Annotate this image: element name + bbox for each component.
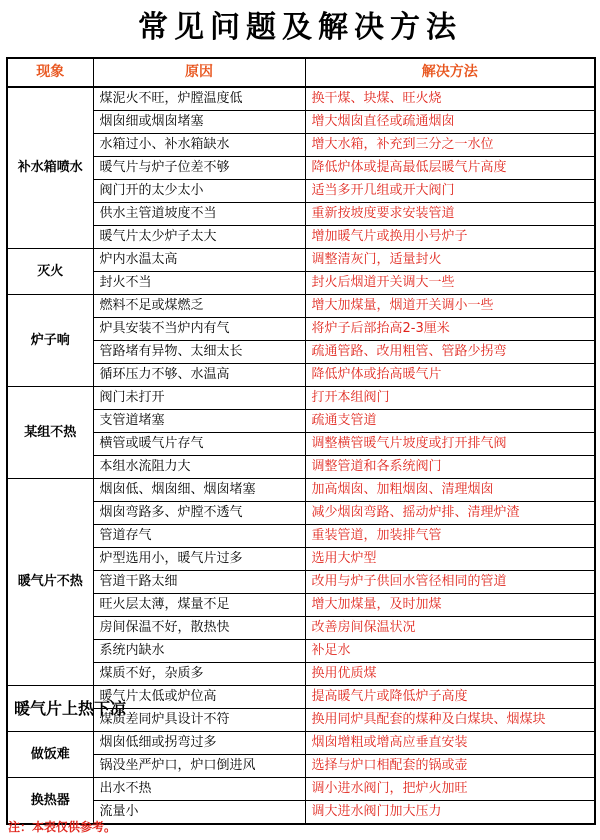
cause-cell: 烟囱低细或拐弯过多: [93, 732, 305, 755]
solution-cell: 换干煤、块煤、旺火烧: [305, 87, 595, 111]
table-row: [7, 479, 595, 502]
cause-cell: 煤质不好，杂质多: [93, 663, 305, 686]
table-row: [7, 410, 595, 433]
cause-cell: 煤泥火不旺，炉膛温度低: [93, 87, 305, 111]
phenomenon-cell: 暖气片上热下凉: [7, 686, 93, 732]
cause-cell: 管道存气: [93, 525, 305, 548]
table-row: [7, 180, 595, 203]
table-row: [7, 87, 595, 111]
cause-cell: 系统内缺水: [93, 640, 305, 663]
table-row: [7, 525, 595, 548]
faq-table: [6, 57, 596, 825]
cause-cell: 锅没坐严炉口，炉口倒进风: [93, 755, 305, 778]
table-row: [7, 617, 595, 640]
solution-cell: 增大烟囱直径或疏通烟囱: [305, 111, 595, 134]
solution-cell: 降低炉体或提高最低层暖气片高度: [305, 157, 595, 180]
solution-cell: 加高烟囱、加粗烟囱、清理烟囱: [305, 479, 595, 502]
table-row: [7, 456, 595, 479]
solution-cell: 打开本组阀门: [305, 387, 595, 410]
table-row: [7, 249, 595, 272]
table-row: [7, 571, 595, 594]
solution-cell: 改善房间保温状况: [305, 617, 595, 640]
solution-cell: 烟囱增粗或增高应垂直安装: [305, 732, 595, 755]
footnote: 注：本表仅供参考。: [8, 820, 117, 834]
solution-cell: 调小进水阀门，把炉火加旺: [305, 778, 595, 801]
table-row: [7, 272, 595, 295]
cause-cell: 暖气片太低或炉位高: [93, 686, 305, 709]
table-row: [7, 318, 595, 341]
cause-cell: 出水不热: [93, 778, 305, 801]
phenomenon-cell: 某组不热: [7, 387, 93, 479]
solution-cell: 调整清灰门，适量封火: [305, 249, 595, 272]
phenomenon-cell: 暖气片不热: [7, 479, 93, 686]
cause-cell: 煤质差同炉具设计不符: [93, 709, 305, 732]
table-row: [7, 203, 595, 226]
cause-cell: 管道干路太细: [93, 571, 305, 594]
solution-cell: 减少烟囱弯路、摇动炉排、清理炉渣: [305, 502, 595, 525]
cause-cell: 本组水流阻力大: [93, 456, 305, 479]
page-title: 常见问题及解决方法: [138, 10, 462, 45]
cause-cell: 流量小: [93, 801, 305, 825]
phenomenon-cell: 换热器: [7, 778, 93, 825]
cause-cell: 炉具安装不当炉内有气: [93, 318, 305, 341]
table-row: [7, 111, 595, 134]
solution-cell: 补足水: [305, 640, 595, 663]
cause-cell: 暖气片太少炉子太大: [93, 226, 305, 249]
solution-cell: 适当多开几组或开大阀门: [305, 180, 595, 203]
solution-cell: 调整横管暖气片坡度或打开排气阀: [305, 433, 595, 456]
solution-cell: 选择与炉口相配套的锅或壶: [305, 755, 595, 778]
cause-cell: 水箱过小、补水箱缺水: [93, 134, 305, 157]
table-row: [7, 364, 595, 387]
cause-cell: 阀门开的太少太小: [93, 180, 305, 203]
table-row: [7, 663, 595, 686]
solution-cell: 提高暖气片或降低炉子高度: [305, 686, 595, 709]
solution-cell: 封火后烟道开关调大一些: [305, 272, 595, 295]
solution-cell: 疏通支管道: [305, 410, 595, 433]
solution-cell: 疏通管路、改用粗管、管路少拐弯: [305, 341, 595, 364]
table-body: [7, 87, 595, 824]
header-solution: 解决方法: [305, 58, 595, 87]
cause-cell: 横管或暖气片存气: [93, 433, 305, 456]
solution-cell: 增大加煤量，及时加煤: [305, 594, 595, 617]
cause-cell: 旺火层太薄，煤量不足: [93, 594, 305, 617]
table-row: [7, 548, 595, 571]
table-row: [7, 640, 595, 663]
cause-cell: 燃料不足或煤燃乏: [93, 295, 305, 318]
phenomenon-cell: 灭火: [7, 249, 93, 295]
solution-cell: 改用与炉子供回水管径相同的管道: [305, 571, 595, 594]
solution-cell: 增大水箱，补充到三分之一水位: [305, 134, 595, 157]
cause-cell: 房间保温不好，散热快: [93, 617, 305, 640]
phenomenon-cell: 做饭难: [7, 732, 93, 778]
solution-cell: 换用同炉具配套的煤种及白煤块、烟煤块: [305, 709, 595, 732]
cause-cell: 支管道堵塞: [93, 410, 305, 433]
solution-cell: 换用优质煤: [305, 663, 595, 686]
table-row: [7, 226, 595, 249]
cause-cell: 暖气片与炉子位差不够: [93, 157, 305, 180]
solution-cell: 调大进水阀门加大压力: [305, 801, 595, 825]
cause-cell: 烟囱低、烟囱细、烟囱堵塞: [93, 479, 305, 502]
phenomenon-cell: 炉子响: [7, 295, 93, 387]
table-row: [7, 433, 595, 456]
header-phenomenon: 现象: [7, 58, 93, 87]
cause-cell: 封火不当: [93, 272, 305, 295]
table-row: [7, 755, 595, 778]
solution-cell: 重装管道，加装排气管: [305, 525, 595, 548]
cause-cell: 炉型选用小，暖气片过多: [93, 548, 305, 571]
cause-cell: 管路堵有异物、太细太长: [93, 341, 305, 364]
solution-cell: 降低炉体或抬高暖气片: [305, 364, 595, 387]
table-row: [7, 502, 595, 525]
cause-cell: 烟囱细或烟囱堵塞: [93, 111, 305, 134]
cause-cell: 循环压力不够、水温高: [93, 364, 305, 387]
table-row: [7, 134, 595, 157]
solution-cell: 增大加煤量，烟道开关调小一些: [305, 295, 595, 318]
table-header-row: [7, 58, 595, 87]
phenomenon-cell: 补水箱喷水: [7, 87, 93, 249]
solution-cell: 选用大炉型: [305, 548, 595, 571]
table-row: [7, 387, 595, 410]
solution-cell: 调整管道和各系统阀门: [305, 456, 595, 479]
table-row: [7, 594, 595, 617]
solution-cell: 将炉子后部抬高2-3厘米: [305, 318, 595, 341]
cause-cell: 炉内水温太高: [93, 249, 305, 272]
table-row: [7, 341, 595, 364]
table-row: [7, 732, 595, 755]
solution-cell: 增加暖气片或换用小号炉子: [305, 226, 595, 249]
table-row: [7, 295, 595, 318]
table-row: [7, 686, 595, 709]
table-row: [7, 157, 595, 180]
header-cause: 原因: [93, 58, 305, 87]
table-row: [7, 778, 595, 801]
cause-cell: 烟囱弯路多、炉膛不透气: [93, 502, 305, 525]
solution-cell: 重新按坡度要求安装管道: [305, 203, 595, 226]
cause-cell: 阀门未打开: [93, 387, 305, 410]
cause-cell: 供水主管道坡度不当: [93, 203, 305, 226]
